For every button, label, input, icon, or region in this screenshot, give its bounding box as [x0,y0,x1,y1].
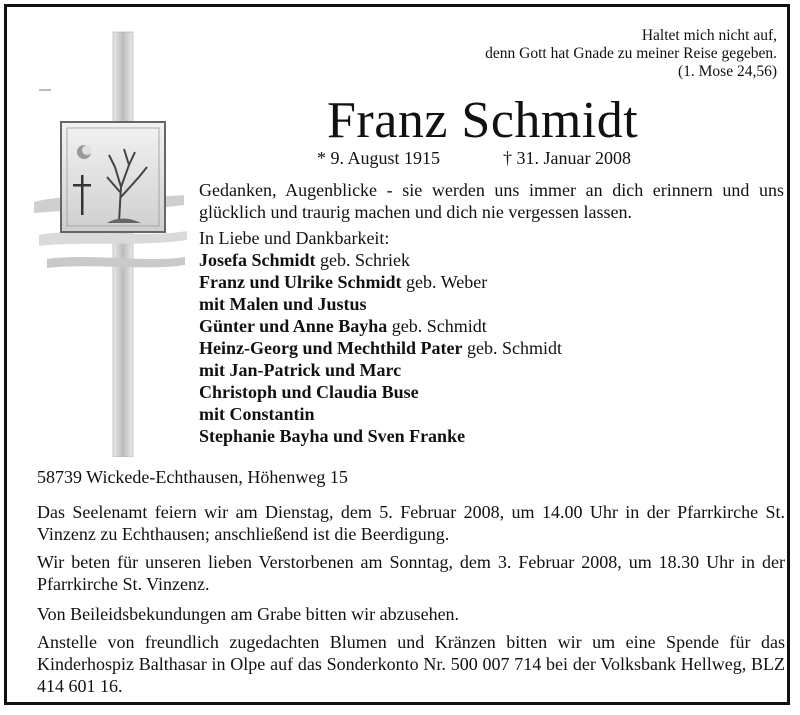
family-row: Franz und Ulrike Schmidt geb. Weber [199,272,488,292]
memorial-text: Gedanken, Augenblicke - sie werden uns immer an dich erinnern und uns glücklich und traurig machen und dich nie vergessen lassen. [199,180,784,222]
obituary-frame [4,4,790,705]
prayer-notice: Wir beten für unseren lieben Verstorbenen am Sonntag, dem 3. Februar 2008, um 18.30 Uhr in der Pfarrkirche St. Vinzenz. [37,552,785,594]
quote-line-2: denn Gott hat Gnade zu meiner Reise gegeben. [485,45,777,62]
condolence-notice: Von Beileidsbekundungen am Grabe bitten wir abzusehen. [37,604,460,624]
family-row: mit Jan-Patrick und Marc [199,360,402,380]
family-row: mit Constantin [199,404,315,424]
family-row: Christoph und Claudia Buse [199,382,419,402]
cross-tree-illustration [29,27,189,457]
deceased-name: Franz Schmidt [327,92,639,149]
life-dates [317,148,631,169]
death-date: † 31. Januar 2008 [503,148,631,168]
quote-source: (1. Mose 24,56) [677,63,777,80]
quote-line-1: Haltet mich nicht auf, [641,27,777,44]
family-list [199,227,562,447]
funeral-notice: Das Seelenamt feiern wir am Dienstag, dem 5. Februar 2008, um 14.00 Uhr in der Pfarrkirche St. Vinzenz zu Echthausen; anschließend ist die Beerdigung. [37,502,785,544]
family-row: Heinz-Georg und Mechthild Pater geb. Schmidt [199,338,562,358]
family-row: Günter und Anne Bayha geb. Schmidt [199,316,487,336]
birth-date: * 9. August 1915 [317,148,441,168]
bible-quote [485,27,777,81]
family-row: Stephanie Bayha und Sven Franke [199,426,466,446]
donation-notice: Anstelle von freundlich zugedachten Blumen und Kränzen bitten wir um eine Spende für das Kinderhospiz Balthasar in Olpe auf das Sonderkonto Nr. 500 007 714 bei der Volksbank Hellweg, BLZ 414 601 16. [37,632,785,696]
family-heading: In Liebe und Dankbarkeit: [199,228,390,248]
family-row: Josefa Schmidt geb. Schriek [199,250,410,270]
family-address: 58739 Wickede-Echthausen, Höhenweg 15 [37,467,348,487]
family-row: mit Malen und Justus [199,294,367,314]
